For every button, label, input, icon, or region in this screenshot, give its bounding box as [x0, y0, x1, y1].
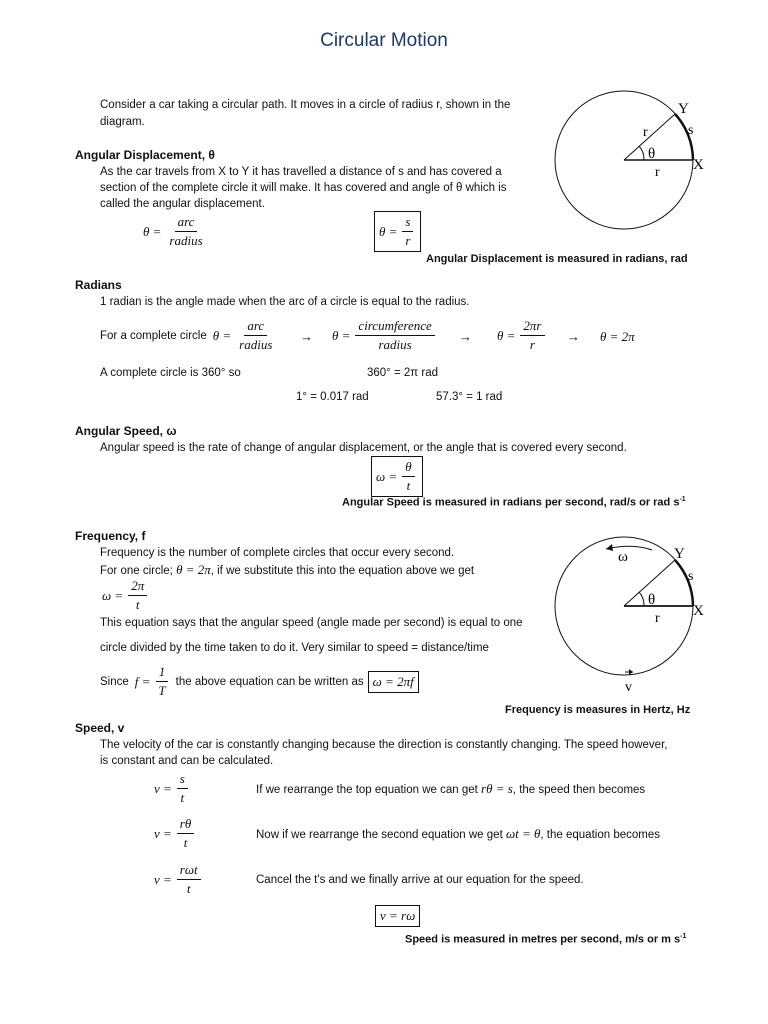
eq-den: T	[158, 683, 166, 698]
text1-equation: rθ = s	[481, 781, 513, 796]
line2-equation: θ = 2π	[176, 562, 211, 577]
frequency-line-2	[100, 561, 474, 580]
conversion-1-radian: 57.3° = 1 rad	[436, 391, 503, 403]
circle-diagram-frequency	[548, 530, 718, 696]
eq-den: t	[180, 790, 185, 805]
angle-arc	[639, 146, 644, 160]
complete-circle-equation-c	[497, 318, 548, 353]
eq-num: s	[177, 771, 188, 789]
eq-den: r	[529, 337, 535, 352]
label-x: X	[693, 603, 704, 619]
ad-line-3: called the angular displacement.	[100, 198, 265, 210]
boxed-equation-theta-s-r	[374, 211, 421, 252]
eq-lhs: θ =	[497, 327, 516, 343]
label-r-top: r	[643, 125, 648, 140]
eq-num: 1	[156, 664, 169, 682]
note-text: Angular Speed is measured in radians per second, rad/s or rad s	[342, 496, 680, 509]
eq-lhs: ω =	[102, 587, 124, 603]
arrow-1: →	[300, 329, 313, 344]
label-v: v	[625, 680, 632, 695]
speed-text-2	[256, 825, 660, 844]
speed-line-1: The velocity of the car is constantly changing because the direction is constantly changing. The speed however,	[100, 739, 668, 751]
eq-num: s	[402, 214, 413, 232]
eq-num: θ	[402, 459, 414, 477]
text1-suffix: , the speed then becomes	[512, 784, 646, 796]
complete-circle-text: A complete circle is 360° so	[100, 367, 241, 379]
frequency-line-4: circle divided by the time taken to do it. Very similar to speed = distance/time	[100, 642, 489, 654]
eq-lhs: θ =	[332, 327, 351, 343]
arrow-3: →	[567, 329, 580, 344]
line2-prefix: For one circle;	[100, 565, 173, 577]
intro-line-1: Consider a car taking a circular path. It moves in a circle of radius r, shown in the	[100, 99, 511, 111]
eq-lhs: f =	[134, 673, 151, 689]
rotation-arrow	[606, 546, 652, 550]
eq-den: t	[183, 835, 188, 850]
equation-omega-2pi-t	[102, 578, 150, 613]
eq-den: radius	[169, 233, 203, 248]
label-theta: θ	[648, 592, 656, 608]
eq-den: t	[135, 597, 140, 612]
complete-circle-equation-b	[332, 318, 438, 353]
eq-den: t	[186, 881, 191, 896]
since-text: Since	[100, 675, 129, 688]
heading-angular-displacement: Angular Displacement, θ	[75, 148, 215, 162]
conversion-360-2pi: 360° = 2π rad	[367, 367, 439, 379]
heading-angular-speed: Angular Speed, ω	[75, 424, 177, 438]
boxed-equation-omega-2pi-f: ω = 2πf	[368, 671, 419, 693]
circle-diagram-displacement	[548, 88, 718, 254]
heading-frequency: Frequency, f	[75, 529, 146, 543]
label-r-bottom: r	[655, 165, 660, 180]
eq-den: r	[405, 233, 411, 248]
label-y: Y	[678, 101, 689, 117]
label-s: s	[688, 569, 694, 584]
eq-num: rθ	[177, 816, 194, 834]
eq-den: radius	[378, 337, 412, 352]
speed-line-2: is constant and can be calculated.	[100, 755, 274, 767]
equation-v-s-t	[154, 771, 191, 806]
radian-definition: 1 radian is the angle made when the arc of a circle is equal to the radius.	[100, 296, 470, 308]
eq-den: radius	[239, 337, 273, 352]
eq-num: circumference	[355, 318, 434, 336]
ad-line-2: section of the complete circle it will make. It has covered and angle of θ which is	[100, 182, 507, 194]
eq-num: 2π	[128, 578, 147, 596]
note-superscript: -1	[679, 496, 686, 503]
eq-num: rωt	[177, 862, 201, 880]
conversion-1-degree: 1° = 0.017 rad	[296, 391, 369, 403]
frequency-line-3: This equation says that the angular speed (angle made per second) is equal to one	[100, 617, 523, 629]
equation-theta-2pi: θ = 2π	[600, 329, 635, 344]
eq-lhs: v =	[154, 871, 172, 887]
equation-v-romegat-t	[154, 862, 204, 897]
frequency-since-line	[100, 664, 419, 699]
eq-lhs: θ =	[379, 223, 398, 239]
equation-v-rtheta-t	[154, 816, 197, 851]
angle-arc	[639, 592, 644, 606]
eq-lhs: θ =	[212, 327, 232, 343]
intro-line-2: diagram.	[100, 116, 145, 128]
note-superscript: -1	[680, 933, 687, 940]
label-x: X	[693, 157, 704, 173]
note-angular-speed	[342, 496, 686, 509]
label-r-bottom: r	[655, 611, 660, 626]
angular-speed-definition: Angular speed is the rate of change of angular displacement, or the angle that is covered every second.	[100, 442, 627, 454]
line2-suffix: , if we substitute this into the equation above we get	[210, 565, 475, 577]
note-text: Speed is measured in metres per second, m/s or m s	[405, 933, 681, 946]
eq-lhs: θ =	[143, 223, 162, 239]
boxed-equation-omega	[371, 456, 423, 497]
label-theta: θ	[648, 146, 656, 162]
frequency-line-1: Frequency is the number of complete circles that occur every second.	[100, 547, 455, 559]
eq-num: arc	[244, 318, 267, 336]
label-s: s	[688, 123, 694, 138]
since-suffix: the above equation can be written as	[175, 675, 364, 688]
complete-circle-equation-a	[100, 318, 278, 353]
rotation-arrowhead	[606, 544, 613, 551]
complete-prefix: For a complete circle	[100, 329, 207, 342]
eq-num: 2πr	[520, 318, 544, 336]
text2-equation: ωt = θ	[505, 826, 541, 841]
label-y: Y	[674, 546, 685, 562]
text2-suffix: , the equation becomes	[540, 829, 660, 841]
eq-lhs: ω =	[376, 468, 398, 484]
speed-text-1	[256, 780, 645, 799]
heading-radians: Radians	[75, 278, 122, 292]
equation-theta-arc-radius	[143, 214, 209, 249]
heading-speed: Speed, v	[75, 721, 125, 735]
text1-prefix: If we rearrange the top equation we can get	[256, 784, 478, 796]
speed-text-3: Cancel the t's and we finally arrive at our equation for the speed.	[256, 874, 584, 886]
boxed-equation-v-romega: v = rω	[375, 905, 420, 927]
eq-den: t	[406, 478, 411, 493]
note-frequency: Frequency is measures in Hertz, Hz	[505, 704, 691, 716]
eq-num: arc	[175, 214, 198, 232]
eq-lhs: v =	[154, 780, 172, 796]
ad-line-1: As the car travels from X to Y it has travelled a distance of s and has covered a	[100, 166, 502, 178]
page-title: Circular Motion	[320, 30, 448, 51]
note-angular-displacement: Angular Displacement is measured in radians, rad	[426, 253, 688, 265]
arrow-2: →	[459, 329, 472, 344]
label-omega: ω	[618, 549, 628, 565]
eq-lhs: v =	[154, 825, 172, 841]
text2-prefix: Now if we rearrange the second equation we get	[256, 829, 503, 841]
note-speed	[405, 933, 686, 946]
